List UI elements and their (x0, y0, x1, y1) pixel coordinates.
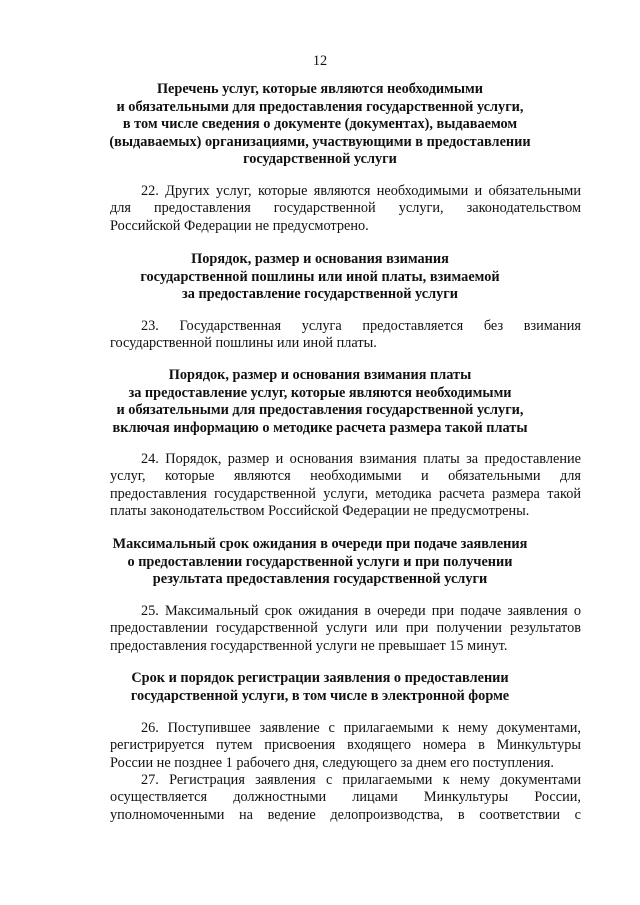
paragraph-line: России не позднее 1 рабочего дня, следующего за днем его поступления. (110, 754, 554, 771)
paragraph-line: государственной пошлины или иной платы. (110, 335, 377, 352)
paragraph-line: осуществляется должностными лицами Минкультуры России, (110, 789, 581, 806)
paragraph-line: 22. Других услуг, которые являются необходимыми и обязательными (141, 183, 581, 199)
paragraph-line: Российской Федерации не предусмотрено. (110, 217, 369, 234)
heading-line: и обязательными для предоставления государственной услуги, (116, 402, 524, 418)
heading-line: Порядок, размер и основания взимания (191, 251, 449, 267)
section-heading-services-list (60, 81, 580, 169)
section-heading-fee-for-services (60, 367, 580, 437)
paragraph-line: 24. Порядок, размер и основания взимания платы за предоставление (141, 451, 581, 467)
paragraph-line: предоставления государственной услуги не превышает 15 минут. (110, 637, 508, 654)
paragraph-line: для предоставления государственной услуги, законодательством (110, 200, 581, 217)
heading-line: включая информацию о методике расчета размера такой платы (112, 419, 528, 436)
section-heading-state-fee (60, 251, 580, 304)
paragraph-23 (110, 318, 581, 353)
heading-line: государственной услуги, в том числе в электронной форме (130, 687, 510, 704)
heading-line: государственной пошлины или иной платы, взимаемой (140, 268, 500, 285)
paragraph-22 (110, 183, 581, 235)
page-number: 12 (312, 53, 328, 69)
heading-line: в том числе сведения о документе (документах), выдаваемом (122, 116, 518, 132)
paragraph-line: 25. Максимальный срок ожидания в очереди при подаче заявления о (141, 603, 581, 619)
heading-line: о предоставлении государственной услуги и при получении (127, 553, 513, 570)
heading-line: за предоставление услуг, которые являются необходимыми (128, 384, 512, 401)
paragraph-line: 26. Поступившее заявление с прилагаемыми к нему документами, (141, 720, 581, 736)
paragraph-line: предоставления государственной услуги, методика расчета размера такой (110, 485, 581, 502)
heading-line: государственной услуги (243, 151, 397, 167)
paragraph-27 (110, 772, 581, 824)
paragraph-24 (110, 451, 581, 521)
paragraph-line: регистрируется путем присвоения входящего номера в Минкультуры (110, 737, 581, 754)
paragraph-line: 27. Регистрация заявления с прилагаемыми к нему документами (141, 772, 581, 788)
heading-line: Порядок, размер и основания взимания платы (168, 367, 472, 383)
section-heading-registration (60, 670, 580, 705)
paragraph-line: платы законодательством Российской Федерации не предусмотрены. (110, 503, 530, 520)
heading-line: и обязательными для предоставления государственной услуги, (116, 98, 524, 115)
heading-line: Перечень услуг, которые являются необходимыми (156, 81, 484, 97)
paragraph-25 (110, 603, 581, 655)
heading-line: Срок и порядок регистрации заявления о предоставлении (131, 670, 509, 686)
section-heading-queue-time (60, 536, 580, 589)
paragraph-line: услуг, которые являются необходимыми и обязательными для (110, 468, 581, 485)
paragraph-26 (110, 720, 581, 772)
paragraph-line: предоставлении государственной услуги или при получении результатов (110, 620, 581, 637)
heading-line: (выдаваемых) организациями, участвующими в предоставлении (109, 133, 531, 150)
paragraph-line: 23. Государственная услуга предоставляется без взимания (141, 318, 581, 334)
paragraph-line: уполномоченными на ведение делопроизводства, в соответствии с (110, 806, 581, 823)
heading-line: результата предоставления государственной услуги (152, 571, 488, 587)
heading-line: Максимальный срок ожидания в очереди при подаче заявления (112, 536, 528, 552)
heading-line: за предоставление государственной услуги (181, 286, 459, 302)
